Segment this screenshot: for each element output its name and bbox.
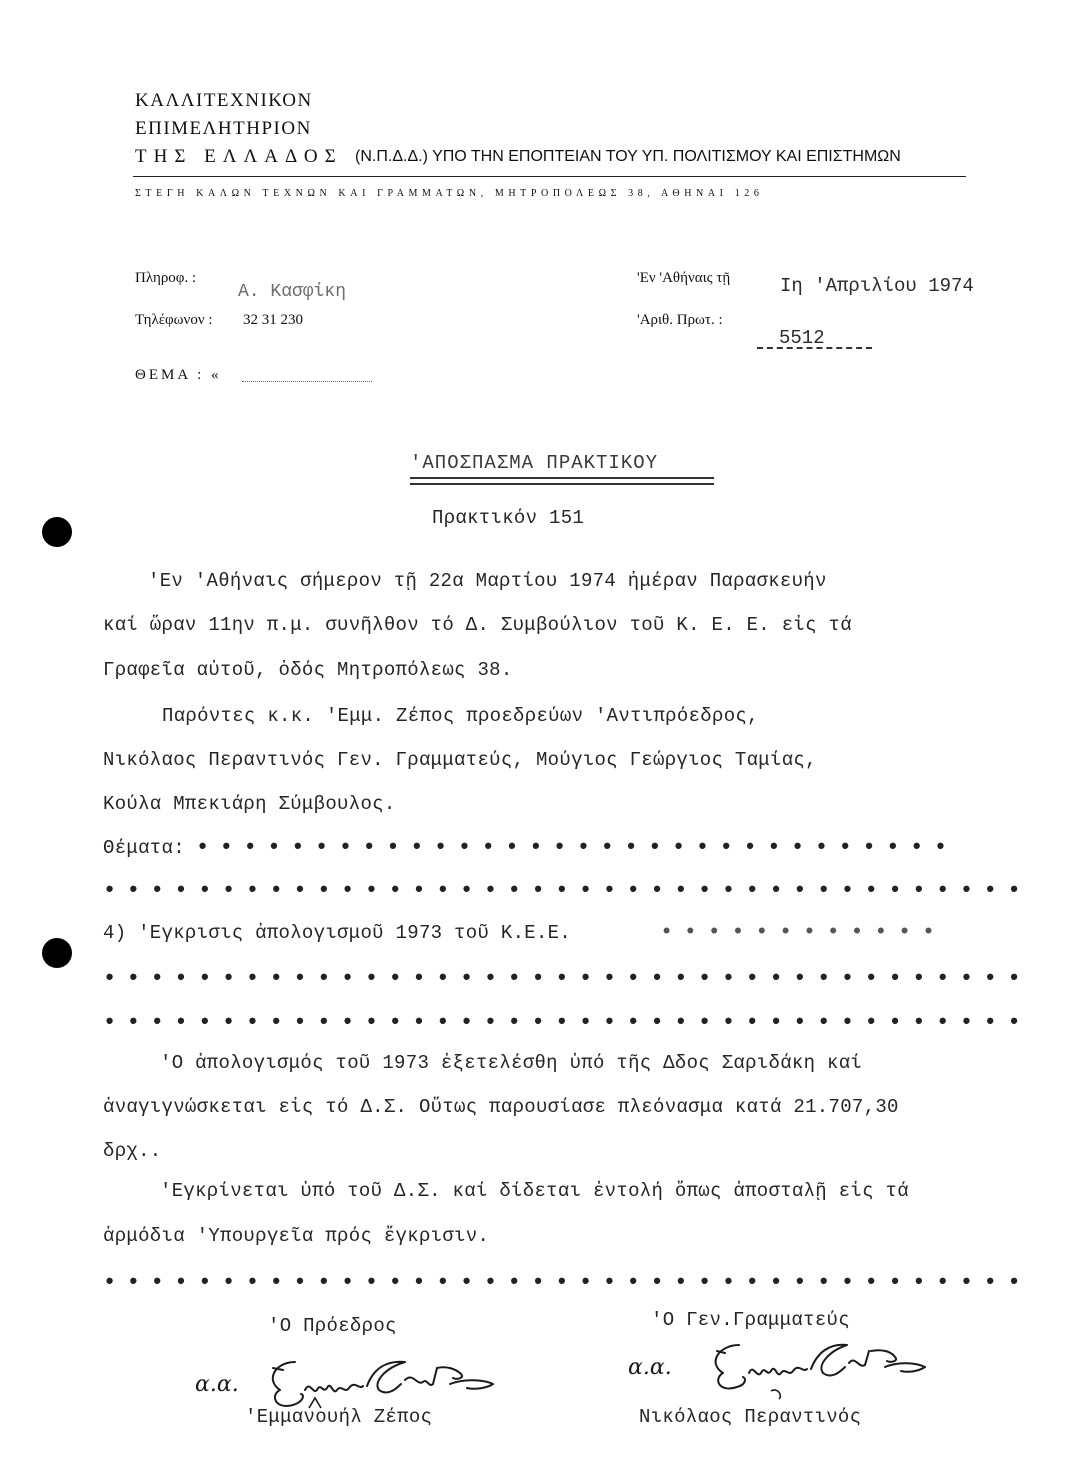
info-label: Πληροφ. :: [135, 270, 197, 286]
punch-hole-top: [42, 517, 72, 547]
dot-leader-4: •••••••••••••••••••••••••••••••••••••••: [103, 966, 1032, 991]
letterhead-line1: ΚΑΛΛΙΤΕΧΝΙΚΟΝ: [135, 90, 313, 111]
subject-dotted-line: [242, 381, 372, 382]
para2-line-3: δρχ..: [103, 1140, 162, 1162]
body-line-3: Γραφεῖα αὐτοῦ, ὁδός Μητροπόλεως 38.: [103, 659, 513, 681]
signature-right-name: Νικόλαος Περαντινός: [639, 1406, 862, 1428]
dot-leader-1: ••••••••••••••••••••••••••••••••: [196, 835, 958, 860]
agenda-item-4: 4) 'Εγκρισις ἀπολογισμοῦ 1973 τοῦ Κ.Ε.Ε.: [103, 922, 572, 944]
para2-line-2: ἀναγιγνώσκεται εἰς τό Δ.Σ. Οὕτως παρουσίασε πλεόνασμα κατά 21.707,30: [103, 1096, 899, 1118]
letterhead-rule: [133, 176, 966, 177]
info-value: Α. Κασφίκη: [238, 282, 347, 302]
letterhead-line2: ΕΠΙΜΕΛΗΤΗΡΙΟΝ: [135, 118, 312, 139]
body-line-2: καί ὥραν 11ην π.μ. συνῆλθον τό Δ. Συμβούλιον τοῦ Κ. Ε. Ε. εἰς τά: [103, 614, 852, 636]
body-line-6: Κούλα Μπεκιάρη Σύμβουλος.: [103, 793, 396, 815]
title-underline-1: [410, 477, 714, 479]
document-title: 'ΑΠΟΣΠΑΣΜΑ ΠΡΑΚΤΙΚΟΥ: [410, 452, 659, 474]
signature-left-title: 'Ο Πρόεδρος: [268, 1315, 397, 1337]
punch-hole-bottom: [42, 938, 72, 968]
para3-line-2: ἁρμόδια 'Υπουργεῖα πρός ἔγκρισιν.: [103, 1225, 490, 1247]
body-line-1: 'Εν 'Αθήναις σήμερον τῇ 22α Μαρτίου 1974 ἡμέραν Παρασκευήν: [148, 570, 827, 592]
phone-value: 32 31 230: [243, 312, 303, 328]
signature-left-name: 'Εμμανουήλ Ζέπος: [245, 1406, 433, 1428]
signature-right-aa: α.α.: [628, 1355, 672, 1380]
letterhead-line3: ΤΗΣ ΕΛΛΑΔΟΣ: [135, 146, 343, 167]
phone-label: Τηλέφωνον :: [135, 312, 213, 328]
letterhead-supervision: (Ν.Π.Δ.Δ.) ΥΠΟ ΤΗΝ ΕΠΟΠΤΕΙΑΝ ΤΟΥ ΥΠ. ΠΟΛΙΤΙΣΜΟΥ ΚΑΙ ΕΠΙΣΤΗΜΩΝ: [355, 148, 901, 165]
body-line-4: Παρόντες κ.κ. 'Εμμ. Ζέπος προεδρεύων 'Αντιπρόεδρος,: [162, 705, 759, 727]
protocol-label: 'Αριθ. Πρωτ. :: [637, 312, 723, 328]
para3-line-1: 'Εγκρίνεται ὑπό τοῦ Δ.Σ. καί δίδεται ἐντολή ὅπως ἀποσταλῇ εἰς τά: [160, 1180, 909, 1202]
dot-leader-6: •••••••••••••••••••••••••••••••••••••••: [103, 1270, 1032, 1295]
body-line-5: Νικόλαος Περαντινός Γεν. Γραμματεύς, Μούγιος Γεώργιος Ταμίας,: [103, 749, 817, 771]
record-number: Πρακτικόν 151: [432, 507, 585, 529]
dot-leader-3: ••••••••••••: [660, 920, 946, 945]
signature-right-handwriting: [695, 1335, 935, 1407]
title-underline-2: [410, 483, 714, 485]
signature-right-title: 'Ο Γεν.Γραμματεύς: [651, 1309, 850, 1331]
place-label: 'Εν 'Αθήναις τῇ: [637, 270, 731, 286]
protocol-value: 5512: [779, 327, 825, 349]
themes-label: Θέματα:: [103, 837, 185, 859]
para2-line-1: 'Ο ἀπολογισμός τοῦ 1973 ἐξετελέσθη ὑπό τῆς Δδος Σαριδάκη καί: [160, 1052, 863, 1074]
protocol-underline: [757, 347, 872, 349]
signature-left-aa: α.α.: [195, 1372, 239, 1397]
dot-leader-5: •••••••••••••••••••••••••••••••••••••••: [103, 1010, 1032, 1035]
date-value: Ιη 'Απριλίου 1974: [780, 275, 974, 297]
dot-leader-2: •••••••••••••••••••••••••••••••••••••••: [103, 878, 1032, 903]
letterhead-address: ΣΤΕΓΗ ΚΑΛΩΝ ΤΕΧΝΩΝ ΚΑΙ ΓΡΑΜΜΑΤΩΝ, ΜΗΤΡΟΠΟΛΕΩΣ 38, ΑΘΗΝΑΙ 126: [135, 188, 764, 199]
subject-label: ΘΕΜΑ : «: [135, 367, 222, 383]
